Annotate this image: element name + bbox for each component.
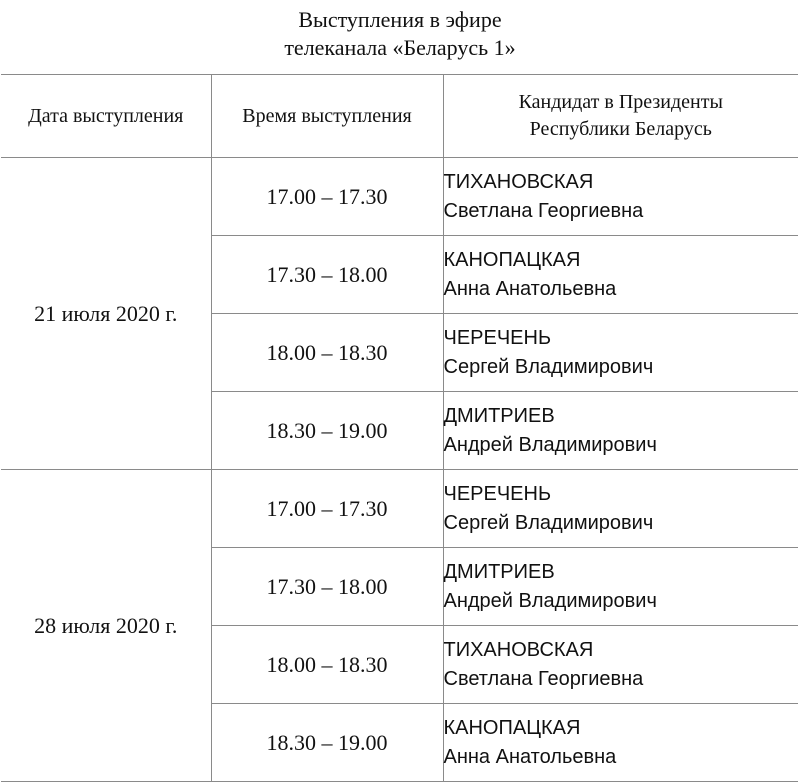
candidate-surname: ТИХАНОВСКАЯ [443,170,594,193]
candidate-surname: ДМИТРИЕВ [443,404,555,427]
header-candidate [443,75,798,158]
candidate-cell [443,704,798,782]
candidate-surname: ЧЕРЕЧЕНЬ [443,326,552,349]
header-time: Время выступления [211,75,443,158]
candidate-cell [443,314,798,392]
time-cell: 17.00 – 17.30 [211,158,443,236]
table-row [1,158,798,236]
candidate-name: Анна Анатольевна [443,745,617,768]
candidate-name: Сергей Владимирович [443,511,654,534]
candidate-surname: ДМИТРИЕВ [443,560,555,583]
header-row [1,75,798,158]
date-cell: 28 июля 2020 г. [1,470,211,782]
time-cell: 17.30 – 18.00 [211,548,443,626]
date-cell: 21 июля 2020 г. [1,158,211,470]
candidate-name: Андрей Владимирович [443,589,657,612]
candidate-surname: ЧЕРЕЧЕНЬ [443,482,552,505]
candidate-surname: КАНОПАЦКАЯ [443,248,581,271]
candidate-name: Сергей Владимирович [443,355,654,378]
header-date: Дата выступления [1,75,211,158]
candidate-name: Андрей Владимирович [443,433,657,456]
candidate-cell [443,548,798,626]
candidate-cell [443,158,798,236]
candidate-name: Анна Анатольевна [443,277,617,300]
header-candidate-line-1: Кандидат в Президенты [518,91,723,113]
title-line-1: Выступления в эфире [298,7,502,32]
time-cell: 17.30 – 18.00 [211,236,443,314]
schedule-table [1,74,798,782]
candidate-cell [443,626,798,704]
candidate-name: Светлана Георгиевна [443,667,644,690]
title-line-2: телеканала «Беларусь 1» [284,35,516,60]
table-row [1,470,798,548]
time-cell: 18.00 – 18.30 [211,314,443,392]
time-cell: 17.00 – 17.30 [211,470,443,548]
time-cell: 18.30 – 19.00 [211,704,443,782]
candidate-surname: КАНОПАЦКАЯ [443,716,581,739]
time-cell: 18.30 – 19.00 [211,392,443,470]
candidate-cell [443,236,798,314]
candidate-name: Светлана Георгиевна [443,199,644,222]
candidate-cell [443,470,798,548]
candidate-surname: ТИХАНОВСКАЯ [443,638,594,661]
candidate-cell [443,392,798,470]
time-cell: 18.00 – 18.30 [211,626,443,704]
document-title [0,6,800,62]
header-candidate-line-2: Республики Беларусь [529,118,712,140]
